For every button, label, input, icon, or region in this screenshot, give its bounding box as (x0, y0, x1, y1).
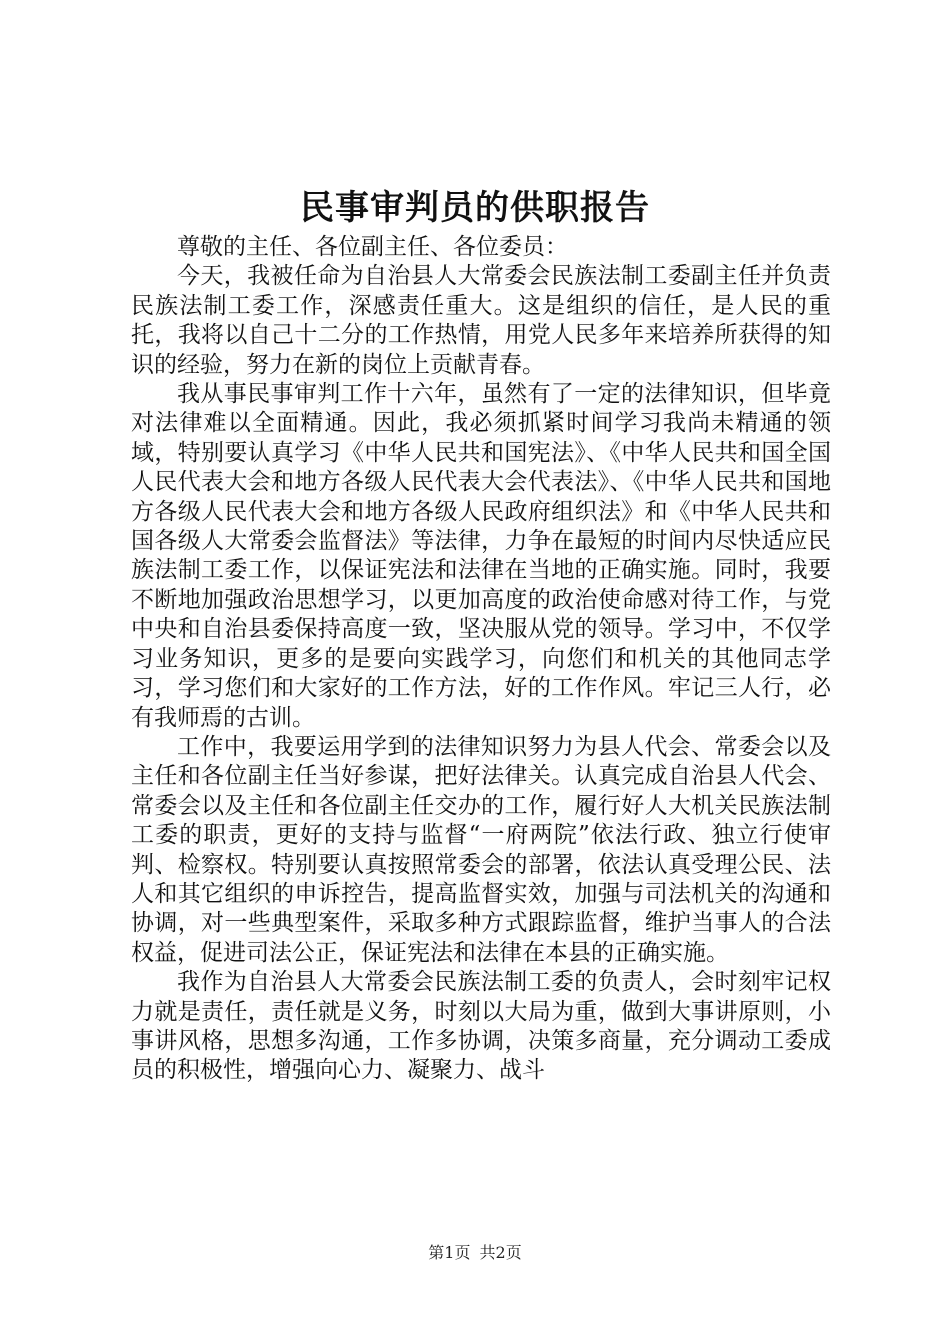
salutation: 尊敬的主任、各位副主任、各位委员： (177, 234, 568, 260)
paragraph-4: 我作为自治县人大常委会民族法制工委的负责人，会时刻牢记权力就是责任，责任就是义务，时刻以大局为重，做到大事讲原则，小事讲风格，思想多沟通，工作多协调，决策多商量，充分调动工委成员的积极性，增强向心力、凝聚力、战斗 (131, 969, 831, 1084)
page-footer (0, 1242, 950, 1264)
page-title: 民事审判员的供职报告 (300, 188, 650, 228)
page-number: 第1页 (428, 1243, 471, 1262)
page-total: 共2页 (479, 1243, 522, 1262)
paragraph-1: 今天，我被任命为自治县人大常委会民族法制工委副主任并负责民族法制工委工作，深感责任重大。这是组织的信任，是人民的重托，我将以自己十二分的工作热情，用党人民多年来培养所获得的知识的经验，努力在新的岗位上贡献青春。 (131, 263, 831, 378)
paragraph-3: 工作中，我要运用学到的法律知识努力为县人代会、常委会以及主任和各位副主任当好参谋，把好法律关。认真完成自治县人代会、常委会以及主任和各位副主任交办的工作，履行好人大机关民族法制工委的职责，更好的支持与监督“一府两院”依法行政、独立行使审判、检察权。特别要认真按照常委会的部署，依法认真受理公民、法人和其它组织的申诉控告，提高监督实效，加强与司法机关的沟通和协调，对一些典型案件，采取多种方式跟踪监督，维护当事人的合法权益，促进司法公正，保证宪法和法律在本县的正确实施。 (131, 733, 831, 966)
document-body (131, 233, 831, 1086)
paragraph-2: 我从事民事审判工作十六年，虽然有了一定的法律知识，但毕竟对法律难以全面精通。因此，我必须抓紧时间学习我尚未精通的领域，特别要认真学习《中华人民共和国宪法》、《中华人民共和国全国人民代表大会和地方各级人民代表大会代表法》、《中华人民共和国地方各级人民代表大会和地方各级人民政府组织法》和《中华人民共和国各级人大常委会监督法》等法律，力争在最短的时间内尽快适应民族法制工委工作，以保证宪法和法律在当地的正确实施。同时，我要不断地加强政治思想学习，以更加高度的政治使命感对待工作，与党中央和自治县委保持高度一致，坚决服从党的领导。学习中，不仅学习业务知识，更多的是要向实践学习，向您们和机关的其他同志学习，学习您们和大家好的工作方法，好的工作作风。牢记三人行，必有我师焉的古训。 (131, 381, 831, 731)
